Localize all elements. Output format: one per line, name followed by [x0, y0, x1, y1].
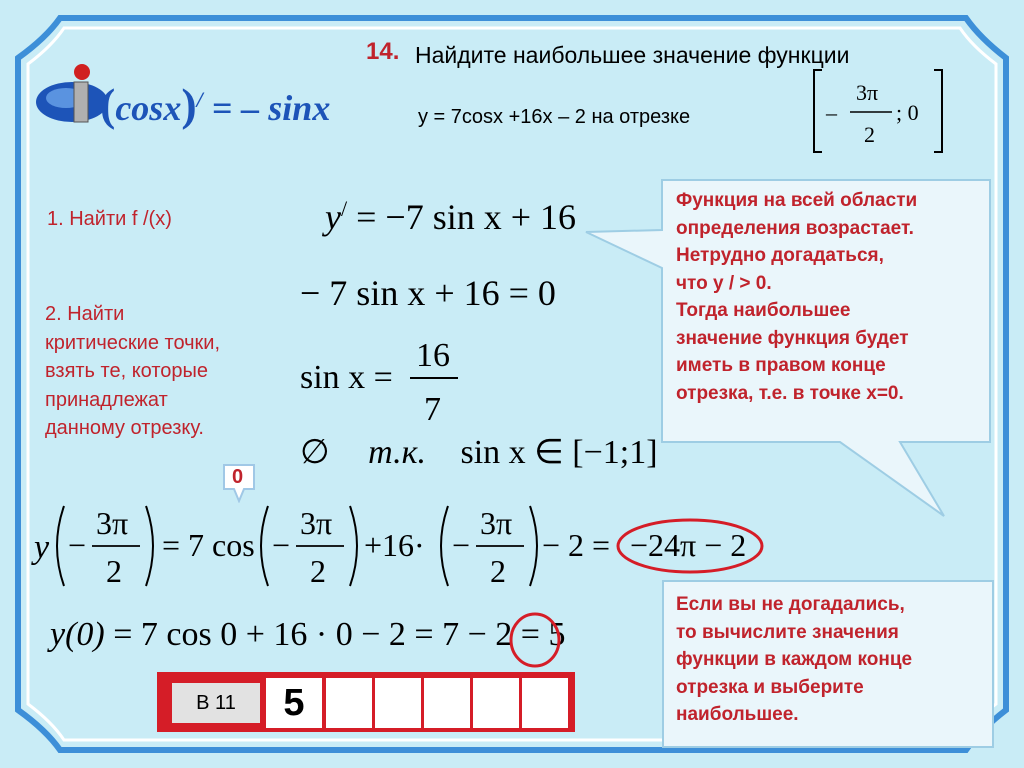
problem-function: y = 7cosx +16x – 2 на отрезке	[418, 106, 691, 128]
interval-num: 3π	[856, 80, 879, 105]
problem-number: 14.	[366, 38, 400, 65]
y-left-num-1: 3π	[96, 505, 129, 541]
callout-top-line: значение функция будет	[676, 327, 909, 349]
y-left-num-2: 3π	[300, 505, 333, 541]
step-2-line: взять те, которые	[45, 360, 209, 382]
y-left-den-2: 2	[310, 553, 326, 589]
callout-top-line: Функция на всей области	[676, 190, 918, 211]
step-1: 1. Найти f /(x)	[47, 208, 172, 230]
step-2	[45, 300, 220, 443]
y-zero-lhs: y(0)	[50, 616, 105, 653]
y-zero-expr: = 7 cos 0 + 16 · 0 − 2 = 7 − 2 =	[113, 616, 540, 653]
sin-range: sin x ∈ [−1;1]	[460, 434, 658, 471]
sin-fraction	[300, 330, 470, 430]
callout-top-line: определения возрастает.	[676, 217, 914, 239]
derivative-prime: /	[340, 196, 348, 221]
callout-top-line: Нетрудно догадаться,	[676, 245, 884, 266]
y-left-plus16: +16·	[364, 527, 425, 563]
y-left-num-3: 3π	[480, 505, 513, 541]
formula-prime: /	[196, 87, 203, 112]
interval	[808, 66, 948, 156]
y-left-minus2: − 2 =	[542, 527, 611, 563]
derivative-y: y	[325, 197, 341, 237]
answer-cell	[326, 678, 372, 728]
formula-rhs: = – sinx	[211, 88, 331, 128]
callout-top-line: отрезка, т.е. в точке x=0.	[676, 382, 904, 404]
formula-logo	[100, 78, 330, 131]
derivative-rhs: = −7 sin x + 16	[356, 197, 577, 237]
callout-bottom-line: отрезка и выберите	[676, 676, 864, 698]
y-left-y: y	[34, 529, 50, 566]
answer-digit: 5	[266, 678, 322, 728]
answer-cell	[375, 678, 421, 728]
empty-set-icon: ∅	[300, 434, 330, 471]
callout-top-line: иметь в правом конце	[676, 355, 886, 376]
callout-bottom-line: Если вы не догадались,	[676, 594, 905, 615]
callout-bottom-line: наибольшее.	[676, 704, 799, 725]
answer-cell	[473, 678, 519, 728]
interval-minus: –	[826, 100, 837, 125]
sin-lhs: sin x =	[300, 359, 393, 396]
tk-text: т.к.	[368, 434, 426, 471]
interval-den: 2	[864, 122, 875, 147]
step-2-line: критические точки,	[45, 331, 221, 354]
y-zero-result: 5	[548, 616, 566, 653]
y-left-minus-3: −	[452, 527, 471, 563]
problem-title: Найдите наибольшее значение функции	[415, 42, 850, 68]
sin-den: 7	[424, 391, 441, 428]
info-icon	[30, 60, 110, 130]
callout-bottom-text	[676, 591, 912, 729]
y-left-den-3: 2	[490, 553, 506, 589]
callout-top-line: Тогда наибольшее	[676, 300, 851, 321]
y-left-den-1: 2	[106, 553, 122, 589]
y-left-eq-cos: = 7 cos	[162, 527, 255, 563]
formula-paren-close: )	[181, 79, 197, 130]
callout-top-text	[676, 187, 917, 407]
y-zero-result-circle	[505, 610, 565, 670]
sin-num: 16	[416, 337, 450, 374]
step-2-line: принадлежат	[45, 388, 168, 411]
answer-cell	[424, 678, 470, 728]
y-left-result: −24π − 2	[630, 527, 747, 563]
y-left-minus-1: −	[68, 527, 87, 563]
critical-equation: − 7 sin x + 16 = 0	[300, 273, 556, 313]
y-zero-calculation	[50, 616, 565, 654]
callout-bottom-line: то вычислите значения	[676, 621, 899, 643]
derivative-formula	[325, 196, 576, 238]
answer-cell	[522, 678, 568, 728]
interval-right: ; 0	[896, 100, 919, 125]
y-left-minus-2: −	[272, 527, 291, 563]
formula-paren-open: (	[100, 79, 116, 130]
callout-top-line: что y / > 0.	[676, 272, 772, 294]
step-2-line: 2. Найти	[45, 303, 125, 325]
callout-bottom-line: функции в каждом конце	[676, 649, 913, 670]
formula-cos: cosx	[115, 88, 182, 128]
zero-badge-value: 0	[232, 466, 244, 488]
step-2-line: данному отрезку.	[45, 417, 204, 439]
answer-label: В 11	[172, 683, 260, 723]
